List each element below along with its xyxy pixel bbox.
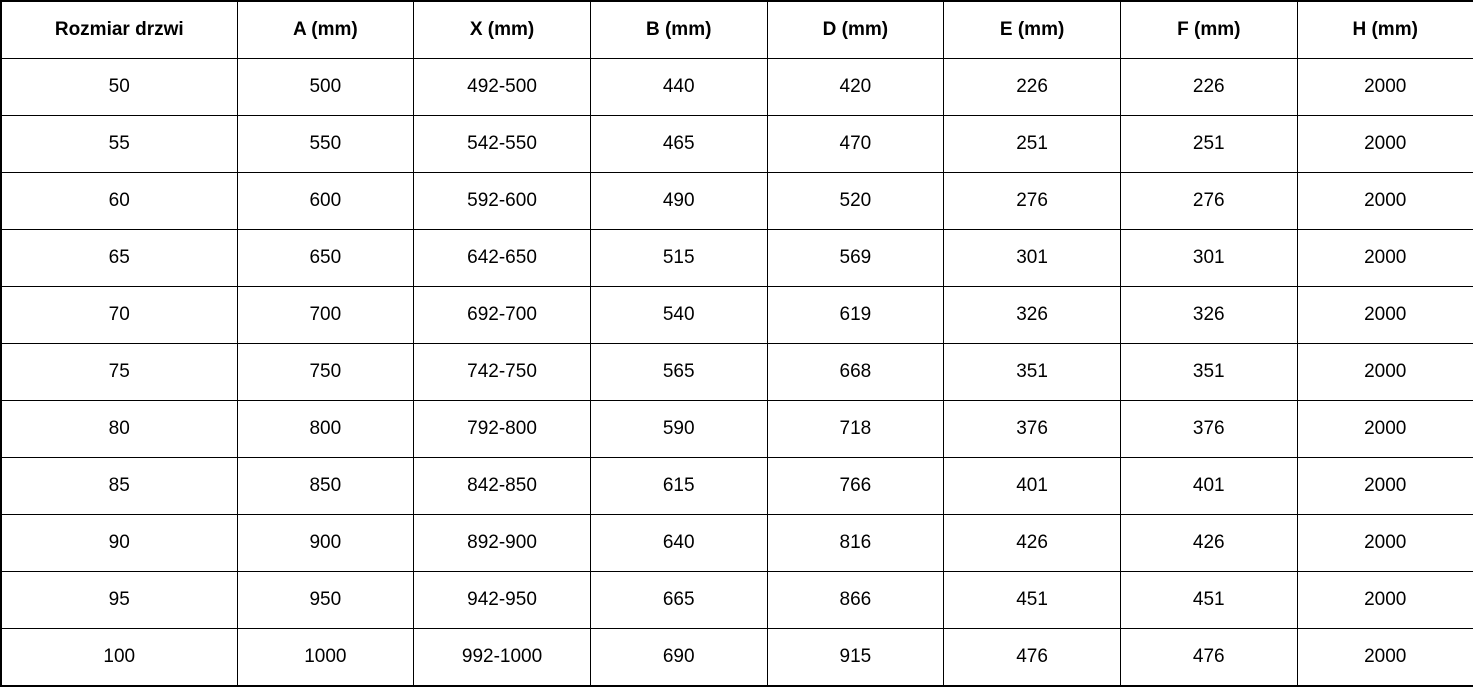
table-cell: 550 xyxy=(237,116,414,173)
table-cell: 2000 xyxy=(1297,401,1473,458)
table-cell: 942-950 xyxy=(414,572,591,629)
table-cell: 301 xyxy=(1120,230,1297,287)
table-row xyxy=(1,458,1473,515)
table-cell: 992-1000 xyxy=(414,629,591,687)
header-row xyxy=(1,1,1473,59)
table-row xyxy=(1,629,1473,687)
table-cell: 692-700 xyxy=(414,287,591,344)
table-cell: 401 xyxy=(944,458,1121,515)
table-cell: 75 xyxy=(1,344,237,401)
table-cell: 226 xyxy=(944,59,1121,116)
table-cell: 915 xyxy=(767,629,944,687)
header-cell: B (mm) xyxy=(590,1,767,59)
header-cell: X (mm) xyxy=(414,1,591,59)
table-cell: 792-800 xyxy=(414,401,591,458)
table-cell: 376 xyxy=(944,401,1121,458)
table-cell: 55 xyxy=(1,116,237,173)
table-cell: 70 xyxy=(1,287,237,344)
table-cell: 569 xyxy=(767,230,944,287)
header-cell: A (mm) xyxy=(237,1,414,59)
table-cell: 351 xyxy=(944,344,1121,401)
table-cell: 642-650 xyxy=(414,230,591,287)
table-cell: 950 xyxy=(237,572,414,629)
table-cell: 592-600 xyxy=(414,173,591,230)
table-cell: 842-850 xyxy=(414,458,591,515)
table-cell: 451 xyxy=(1120,572,1297,629)
table-cell: 80 xyxy=(1,401,237,458)
table-row xyxy=(1,401,1473,458)
table-row xyxy=(1,59,1473,116)
table-cell: 668 xyxy=(767,344,944,401)
table-cell: 2000 xyxy=(1297,116,1473,173)
table-cell: 892-900 xyxy=(414,515,591,572)
table-cell: 900 xyxy=(237,515,414,572)
table-row xyxy=(1,116,1473,173)
header-cell: H (mm) xyxy=(1297,1,1473,59)
table-cell: 376 xyxy=(1120,401,1297,458)
table-row xyxy=(1,230,1473,287)
table-cell: 85 xyxy=(1,458,237,515)
table-row xyxy=(1,515,1473,572)
table-cell: 60 xyxy=(1,173,237,230)
table-cell: 640 xyxy=(590,515,767,572)
table-cell: 600 xyxy=(237,173,414,230)
table-cell: 326 xyxy=(944,287,1121,344)
table-cell: 426 xyxy=(944,515,1121,572)
table-cell: 276 xyxy=(944,173,1121,230)
table-cell: 476 xyxy=(1120,629,1297,687)
table-cell: 766 xyxy=(767,458,944,515)
table-cell: 750 xyxy=(237,344,414,401)
table-cell: 465 xyxy=(590,116,767,173)
table-cell: 2000 xyxy=(1297,572,1473,629)
table-cell: 326 xyxy=(1120,287,1297,344)
table-cell: 301 xyxy=(944,230,1121,287)
table-cell: 351 xyxy=(1120,344,1297,401)
header-cell: D (mm) xyxy=(767,1,944,59)
table-cell: 251 xyxy=(944,116,1121,173)
table-cell: 2000 xyxy=(1297,629,1473,687)
table-cell: 420 xyxy=(767,59,944,116)
table-cell: 440 xyxy=(590,59,767,116)
table-cell: 2000 xyxy=(1297,59,1473,116)
header-cell: F (mm) xyxy=(1120,1,1297,59)
table-cell: 492-500 xyxy=(414,59,591,116)
table-cell: 451 xyxy=(944,572,1121,629)
table-cell: 2000 xyxy=(1297,173,1473,230)
table-cell: 816 xyxy=(767,515,944,572)
table-cell: 2000 xyxy=(1297,515,1473,572)
table-header xyxy=(1,1,1473,59)
header-cell: E (mm) xyxy=(944,1,1121,59)
table-row xyxy=(1,344,1473,401)
table-cell: 251 xyxy=(1120,116,1297,173)
table-cell: 800 xyxy=(237,401,414,458)
table-cell: 2000 xyxy=(1297,458,1473,515)
table-cell: 565 xyxy=(590,344,767,401)
table-cell: 718 xyxy=(767,401,944,458)
table-cell: 540 xyxy=(590,287,767,344)
table-cell: 490 xyxy=(590,173,767,230)
table-cell: 619 xyxy=(767,287,944,344)
table-cell: 276 xyxy=(1120,173,1297,230)
table-cell: 100 xyxy=(1,629,237,687)
table-cell: 470 xyxy=(767,116,944,173)
table-cell: 515 xyxy=(590,230,767,287)
table-body xyxy=(1,59,1473,687)
table-cell: 476 xyxy=(944,629,1121,687)
table-row xyxy=(1,572,1473,629)
table-cell: 650 xyxy=(237,230,414,287)
table-cell: 520 xyxy=(767,173,944,230)
table-cell: 590 xyxy=(590,401,767,458)
table-cell: 690 xyxy=(590,629,767,687)
table-cell: 542-550 xyxy=(414,116,591,173)
table-cell: 401 xyxy=(1120,458,1297,515)
table-cell: 2000 xyxy=(1297,287,1473,344)
table-cell: 2000 xyxy=(1297,230,1473,287)
table-cell: 742-750 xyxy=(414,344,591,401)
table-cell: 700 xyxy=(237,287,414,344)
header-cell: Rozmiar drzwi xyxy=(1,1,237,59)
table-cell: 95 xyxy=(1,572,237,629)
table-cell: 866 xyxy=(767,572,944,629)
table-cell: 500 xyxy=(237,59,414,116)
table-cell: 226 xyxy=(1120,59,1297,116)
table-cell: 615 xyxy=(590,458,767,515)
table-cell: 850 xyxy=(237,458,414,515)
table-cell: 50 xyxy=(1,59,237,116)
table-cell: 2000 xyxy=(1297,344,1473,401)
table-cell: 90 xyxy=(1,515,237,572)
table-cell: 426 xyxy=(1120,515,1297,572)
table-cell: 1000 xyxy=(237,629,414,687)
table-cell: 65 xyxy=(1,230,237,287)
table-cell: 665 xyxy=(590,572,767,629)
table-row xyxy=(1,173,1473,230)
table-row xyxy=(1,287,1473,344)
